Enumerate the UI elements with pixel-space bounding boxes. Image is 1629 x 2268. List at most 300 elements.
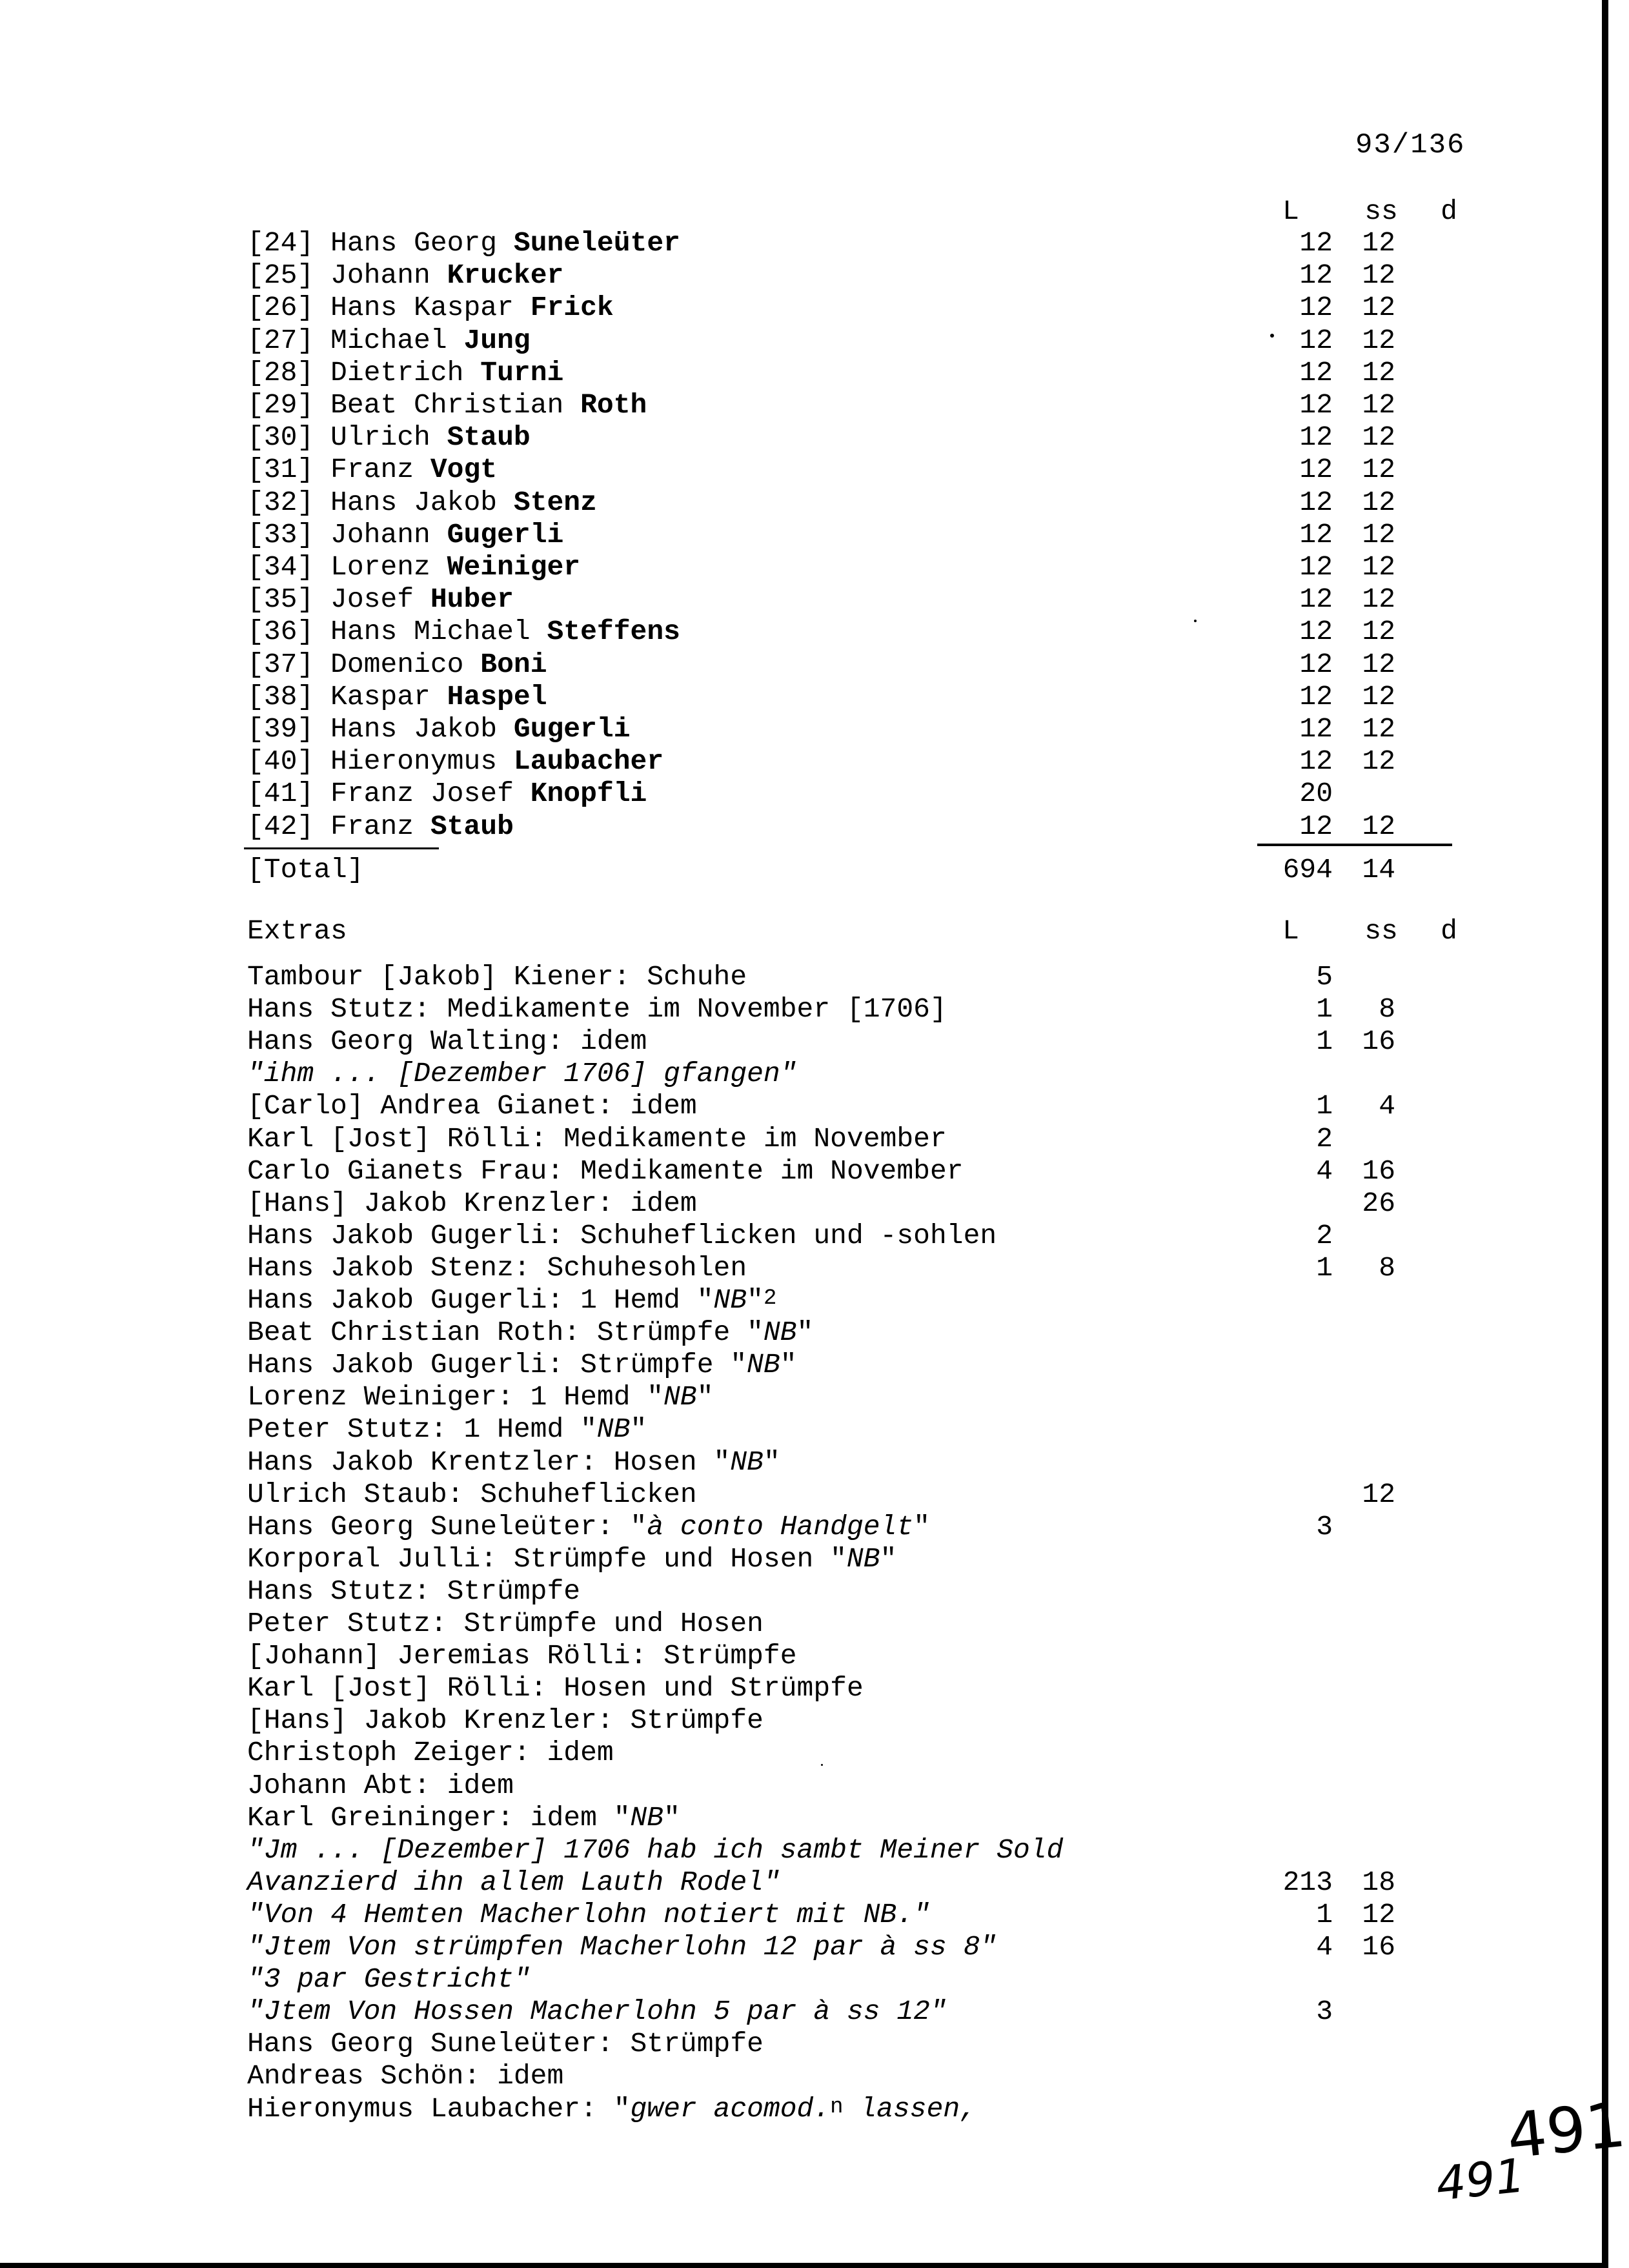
amount-L: 12 <box>1299 713 1333 745</box>
roster-given-name: Franz <box>330 454 414 486</box>
roster-row <box>0 357 1608 389</box>
closing-quote: " <box>663 1801 680 1834</box>
roster-name-cell <box>247 745 663 778</box>
extras-row <box>0 1317 1608 1349</box>
amount-ss: 12 <box>1362 616 1395 648</box>
entry-text: [Hans] Jakob Krenzler: idem <box>247 1187 697 1219</box>
amount-ss: 12 <box>1362 421 1395 454</box>
extras-entry <box>247 1155 964 1188</box>
roster-name-cell <box>247 649 547 681</box>
extras-row <box>0 1511 1608 1543</box>
entry-text: [Hans] Jakob Krenzler: Strümpfe <box>247 1705 764 1737</box>
extras-entry <box>247 2093 976 2127</box>
extras-entry <box>247 1511 930 1543</box>
page-number: 93/136 <box>1355 129 1466 161</box>
entry-text: Hans Georg Suneleüter: Strümpfe <box>247 2028 764 2060</box>
sum-rule <box>1257 844 1452 846</box>
roster-name-cell <box>247 811 514 843</box>
roster-row <box>0 292 1608 324</box>
roster-name-cell <box>247 259 563 292</box>
extras-heading: Extras <box>247 915 347 947</box>
roster-row <box>0 421 1608 454</box>
quoted-text: "Jtem Von Hossen Macherlohn 5 par à ss 12" <box>247 1996 947 2028</box>
roster-number: [24] <box>247 227 314 259</box>
closing-quote: " <box>780 1349 797 1381</box>
amount-ss: 12 <box>1362 259 1395 292</box>
extras-entry <box>247 1188 697 1220</box>
roster-surname: Jung <box>463 324 531 356</box>
extras-row <box>0 2028 1608 2060</box>
roster-given-name: Hans Jakob <box>330 713 498 745</box>
roster-given-name: Lorenz <box>330 551 430 583</box>
amount-ss: 4 <box>1379 1090 1395 1122</box>
extras-row <box>0 1220 1608 1252</box>
roster-row <box>0 325 1608 357</box>
entry-text: Peter Stutz: Strümpfe und Hosen <box>247 1608 764 1639</box>
amount-ss: 8 <box>1379 1251 1395 1284</box>
extras-entry <box>247 1737 614 1769</box>
footnote-marker: n <box>830 2094 844 2120</box>
entry-text: Hans Stutz: Medikamente im November [1706] <box>247 993 947 1026</box>
extras-entry <box>247 993 947 1026</box>
amount-L: 2 <box>1316 1219 1333 1251</box>
roster-number: [28] <box>247 356 314 389</box>
emphasis-text: NB <box>846 1543 880 1575</box>
total-row <box>0 854 1608 886</box>
amount-L: 4 <box>1316 1931 1333 1963</box>
extras-entry <box>247 1963 531 1996</box>
amount-ss: 12 <box>1362 551 1395 583</box>
roster-given-name: Beat Christian <box>330 389 564 421</box>
amount-L: 3 <box>1316 1510 1333 1543</box>
entry-text: Peter Stutz: 1 Hemd " <box>247 1413 597 1446</box>
extras-entry <box>247 1026 647 1058</box>
entry-text: Johann Abt: idem <box>247 1769 514 1801</box>
roster-number: [38] <box>247 680 314 713</box>
closing-quote: " <box>696 1381 714 1413</box>
amount-ss: 12 <box>1362 648 1395 680</box>
page-edge-bottom <box>0 2263 1608 2268</box>
emphasis-text: NB <box>747 1349 780 1381</box>
extras-entry <box>247 1413 647 1446</box>
amount-ss: 12 <box>1362 1478 1395 1510</box>
amount-L: 1 <box>1316 1251 1333 1284</box>
extras-entry <box>247 961 747 993</box>
extras-row <box>0 1899 1608 1931</box>
extras-row <box>0 1672 1608 1705</box>
roster-name-cell <box>247 292 614 324</box>
handwritten-page-number: 491 <box>1503 2088 1629 2173</box>
entry-text: Hans Georg Suneleüter: " <box>247 1510 647 1543</box>
column-header-L: L <box>1282 196 1299 227</box>
amount-L: 20 <box>1299 778 1333 810</box>
roster-number: [31] <box>247 454 314 486</box>
extras-row <box>0 1802 1608 1834</box>
column-header-d: d <box>1441 196 1457 227</box>
extras-row <box>0 1026 1608 1058</box>
roster-given-name: Franz Josef <box>330 778 514 810</box>
entry-text: Karl [Jost] Rölli: Medikamente im November <box>247 1122 947 1155</box>
roster-name-cell <box>247 325 531 357</box>
extras-row <box>0 1090 1608 1122</box>
extras-row <box>0 1413 1608 1446</box>
amount-ss: 12 <box>1362 324 1395 356</box>
extras-entry <box>247 1931 997 1963</box>
roster-surname: Frick <box>530 292 614 324</box>
extras-entry <box>247 1220 997 1252</box>
entry-text: Hans Jakob Krentzler: Hosen " <box>247 1446 731 1478</box>
roster-given-name: Franz <box>330 810 414 842</box>
entry-text: Hans Jakob Gugerli: 1 Hemd " <box>247 1284 714 1316</box>
extras-row <box>0 961 1608 993</box>
extras-row <box>0 1931 1608 1963</box>
amount-L: 12 <box>1299 292 1333 324</box>
closing-quote: " <box>913 1510 930 1543</box>
extras-row <box>0 1058 1608 1090</box>
extras-entry <box>247 1446 780 1479</box>
entry-text: Andreas Schön: idem <box>247 2060 564 2092</box>
roster-surname: Haspel <box>447 680 547 713</box>
roster-surname: Staub <box>447 421 531 454</box>
entry-text: Tambour [Jakob] Kiener: Schuhe <box>247 961 747 993</box>
closing-quote: " <box>747 1284 764 1316</box>
amount-L: 12 <box>1299 324 1333 356</box>
amount-L: 12 <box>1299 583 1333 616</box>
column-header-d: d <box>1441 915 1457 947</box>
quoted-text: "Jtem Von strümpfen Macherlohn 12 par à ss 8" <box>247 1931 997 1963</box>
roster-number: [39] <box>247 713 314 745</box>
extras-entry <box>247 1640 797 1672</box>
roster-given-name: Kaspar <box>330 680 430 713</box>
amount-L: 12 <box>1299 551 1333 583</box>
amount-ss: 16 <box>1362 1155 1395 1187</box>
entry-text: Carlo Gianets Frau: Medikamente im November <box>247 1155 964 1187</box>
roster-surname: Vogt <box>430 454 498 486</box>
amount-ss: 12 <box>1362 389 1395 421</box>
amount-L: 12 <box>1299 680 1333 713</box>
extras-row <box>0 1963 1608 1996</box>
emphasis-text: NB <box>763 1317 797 1349</box>
roster-number: [30] <box>247 421 314 454</box>
roster-number: [40] <box>247 745 314 778</box>
roster-name-cell <box>247 487 597 519</box>
roster-number: [29] <box>247 389 314 421</box>
extras-row <box>0 1737 1608 1769</box>
amount-ss: 8 <box>1379 993 1395 1026</box>
amount-L: 12 <box>1299 421 1333 454</box>
extras-row <box>0 1252 1608 1284</box>
roster-row <box>0 519 1608 551</box>
roster-number: [26] <box>247 292 314 324</box>
roster-given-name: Johann <box>330 518 430 551</box>
roster-row <box>0 551 1608 583</box>
roster-surname: Steffens <box>547 616 680 648</box>
roster-surname: Weiniger <box>447 551 581 583</box>
roster-given-name: Hans Jakob <box>330 486 498 518</box>
closing-quote: " <box>630 1413 647 1446</box>
roster-row <box>0 389 1608 421</box>
roster-given-name: Josef <box>330 583 414 616</box>
amount-L: 1 <box>1316 1026 1333 1058</box>
quoted-text: "Von 4 Hemten Macherlohn notiert mit NB." <box>247 1898 930 1930</box>
extras-row <box>0 1543 1608 1575</box>
roster-name-cell <box>247 454 497 486</box>
roster-surname: Krucker <box>447 259 564 292</box>
emphasis-text: NB <box>596 1413 631 1446</box>
extras-row <box>0 1608 1608 1640</box>
roster-number: [36] <box>247 616 314 648</box>
quoted-text: "3 par Gestricht" <box>247 1963 531 1996</box>
amount-ss: 12 <box>1362 227 1395 259</box>
extras-row <box>0 1705 1608 1737</box>
amount-ss: 12 <box>1362 356 1395 389</box>
extras-entry <box>247 1802 680 1834</box>
roster-number: [27] <box>247 324 314 356</box>
emphasis-text: NB <box>663 1381 697 1413</box>
amount-L: 12 <box>1299 810 1333 842</box>
roster-row <box>0 454 1608 486</box>
extras-entry <box>247 1867 780 1899</box>
amount-L: 12 <box>1299 648 1333 680</box>
amount-ss: 16 <box>1362 1931 1395 1963</box>
roster-number: [35] <box>247 583 314 616</box>
roster-given-name: Hans Kaspar <box>330 292 514 324</box>
amount-L: 12 <box>1299 389 1333 421</box>
roster-name-cell <box>247 389 647 421</box>
extras-row <box>0 2093 1608 2125</box>
entry-text: Karl [Jost] Rölli: Hosen und Strümpfe <box>247 1672 864 1705</box>
entry-text: Hieronymus Laubacher: " <box>247 2092 631 2125</box>
roster-row <box>0 745 1608 778</box>
entry-text: [Carlo] Andrea Gianet: idem <box>247 1090 697 1122</box>
roster-row <box>0 649 1608 681</box>
roster-name-cell <box>247 519 563 551</box>
footnote-marker: 2 <box>763 1286 777 1311</box>
extras-header-row <box>0 915 1608 947</box>
extras-entry <box>247 1996 947 2028</box>
roster-surname: Huber <box>430 583 514 616</box>
closing-quote: " <box>796 1317 814 1349</box>
amount-L: 213 <box>1282 1866 1333 1898</box>
extras-row <box>0 993 1608 1026</box>
closing-quote: " <box>763 1446 780 1478</box>
extras-row <box>0 1770 1608 1802</box>
quoted-text: "ihm ... [Dezember 1706] gfangen" <box>247 1058 797 1090</box>
extras-row <box>0 1640 1608 1672</box>
amount-ss: 12 <box>1362 292 1395 324</box>
roster-surname: Suneleüter <box>513 227 680 259</box>
extras-entry <box>247 1543 896 1575</box>
amount-L: 4 <box>1316 1155 1333 1187</box>
roster-surname: Boni <box>480 648 547 680</box>
amount-ss: 12 <box>1362 745 1395 778</box>
quoted-text: "Jm ... [Dezember] 1706 hab ich sambt Meiner Sold <box>247 1834 1064 1866</box>
extras-entry <box>247 1899 930 1931</box>
roster-number: [32] <box>247 486 314 518</box>
emphasis-text: à conto Handgelt <box>647 1510 914 1543</box>
roster-surname: Staub <box>430 810 514 842</box>
roster-given-name: Hieronymus <box>330 745 498 778</box>
emphasis-text: gwer acomod. <box>630 2092 831 2125</box>
amount-L: 1 <box>1316 993 1333 1026</box>
amount-ss: 12 <box>1362 454 1395 486</box>
extras-row <box>0 1867 1608 1899</box>
roster-number: [33] <box>247 518 314 551</box>
roster-given-name: Michael <box>330 324 447 356</box>
amount-ss: 12 <box>1362 486 1395 518</box>
roster-row <box>0 487 1608 519</box>
entry-text: Korporal Julli: Strümpfe und Hosen " <box>247 1543 847 1575</box>
extras-entry <box>247 1705 764 1737</box>
roster-number: [41] <box>247 778 314 810</box>
roster-row <box>0 681 1608 713</box>
total-label: [Total] <box>247 854 364 886</box>
extras-row <box>0 1446 1608 1479</box>
extras-entry <box>247 1479 697 1511</box>
roster-row <box>0 616 1608 648</box>
column-header-ss: ss <box>1364 196 1398 227</box>
roster-row <box>0 713 1608 745</box>
extras-entry <box>247 1317 813 1349</box>
roster-name-cell <box>247 681 547 713</box>
extras-row <box>0 1123 1608 1155</box>
amount-L: 12 <box>1299 616 1333 648</box>
roster-row <box>0 259 1608 292</box>
extras-row <box>0 1996 1608 2028</box>
roster-row <box>0 778 1608 810</box>
roster-surname: Stenz <box>513 486 597 518</box>
amount-ss: 12 <box>1362 1898 1395 1930</box>
amount-L: 12 <box>1299 518 1333 551</box>
entry-text: Hans Jakob Gugerli: Schuheflicken und -sohlen <box>247 1219 997 1251</box>
roster-given-name: Johann <box>330 259 430 292</box>
extras-row <box>0 1349 1608 1381</box>
amount-L: 12 <box>1299 356 1333 389</box>
entry-text: [Johann] Jeremias Rölli: Strümpfe <box>247 1640 797 1672</box>
column-header-row <box>0 196 1608 228</box>
roster-number: [25] <box>247 259 314 292</box>
entry-text: Christoph Zeiger: idem <box>247 1737 614 1769</box>
roster-surname: Roth <box>580 389 647 421</box>
amount-L: 12 <box>1299 486 1333 518</box>
extras-row <box>0 1479 1608 1511</box>
amount-ss: 26 <box>1362 1187 1395 1219</box>
roster-surname: Knopfli <box>530 778 647 810</box>
extras-entry <box>247 2060 563 2092</box>
roster-surname: Gugerli <box>447 518 564 551</box>
entry-text: Hans Jakob Gugerli: Strümpfe " <box>247 1349 747 1381</box>
amount-ss: 12 <box>1362 583 1395 616</box>
roster-number: [42] <box>247 810 314 842</box>
roster-name-cell <box>247 583 514 616</box>
scan-speck <box>821 1764 823 1766</box>
extras-row <box>0 1155 1608 1188</box>
roster-name-cell <box>247 551 580 583</box>
amount-L: 2 <box>1316 1122 1333 1155</box>
extras-entry <box>247 1672 864 1705</box>
roster-name-cell <box>247 778 647 810</box>
extras-entry <box>247 1349 797 1381</box>
entry-text: Ulrich Staub: Schuheflicken <box>247 1478 697 1510</box>
entry-text: Hans Georg Walting: idem <box>247 1026 647 1058</box>
extras-row <box>0 1284 1608 1317</box>
roster-row <box>0 227 1608 259</box>
scan-speck <box>1194 620 1197 622</box>
entry-text: Hans Stutz: Strümpfe <box>247 1575 581 1607</box>
extras-entry <box>247 1834 1063 1867</box>
amount-ss: 12 <box>1362 713 1395 745</box>
amount-ss: 16 <box>1362 1026 1395 1058</box>
amount-ss: 18 <box>1362 1866 1395 1898</box>
roster-given-name: Ulrich <box>330 421 430 454</box>
handwritten-page-number-struck: 491 <box>1433 2148 1528 2211</box>
amount-L: 12 <box>1299 454 1333 486</box>
amount-L: 3 <box>1316 1996 1333 2028</box>
amount-L: 12 <box>1299 227 1333 259</box>
amount-L: 1 <box>1316 1898 1333 1930</box>
extras-row <box>0 1381 1608 1413</box>
total-ss: 14 <box>1362 854 1395 886</box>
emphasis-text: lassen, <box>843 2092 976 2125</box>
quoted-text: Avanzierd ihn allem Lauth Rodel" <box>247 1866 780 1898</box>
extras-entry <box>247 1575 580 1608</box>
entry-text: Beat Christian Roth: Strümpfe " <box>247 1317 764 1349</box>
extras-entry <box>247 1123 947 1155</box>
roster-number: [37] <box>247 648 314 680</box>
extras-entry <box>247 1381 714 1413</box>
amount-ss: 12 <box>1362 810 1395 842</box>
roster-surname: Turni <box>480 356 564 389</box>
extras-entry <box>247 1770 514 1802</box>
roster-name-cell <box>247 421 531 454</box>
roster-given-name: Hans Michael <box>330 616 531 648</box>
roster-name-cell <box>247 357 563 389</box>
emphasis-text: NB <box>730 1446 764 1478</box>
amount-L: 1 <box>1316 1090 1333 1122</box>
scan-speck <box>1270 334 1274 338</box>
column-header-ss: ss <box>1364 915 1398 947</box>
roster-given-name: Hans Georg <box>330 227 498 259</box>
entry-text: Karl Greininger: idem " <box>247 1801 631 1834</box>
emphasis-text: NB <box>713 1284 747 1316</box>
extras-entry <box>247 1058 797 1090</box>
roster-row <box>0 811 1608 843</box>
amount-ss: 12 <box>1362 518 1395 551</box>
entry-text: Hans Jakob Stenz: Schuhesohlen <box>247 1251 747 1284</box>
extras-row <box>0 1575 1608 1608</box>
roster-surname: Gugerli <box>513 713 631 745</box>
entry-text: Lorenz Weiniger: 1 Hemd " <box>247 1381 664 1413</box>
amount-ss: 12 <box>1362 680 1395 713</box>
extras-entry <box>247 1252 747 1284</box>
closing-quote: " <box>880 1543 897 1575</box>
extras-entry <box>247 1090 697 1122</box>
extras-row <box>0 1188 1608 1220</box>
roster-given-name: Domenico <box>330 648 464 680</box>
roster-number: [34] <box>247 551 314 583</box>
extras-row <box>0 1834 1608 1867</box>
amount-L: 5 <box>1316 961 1333 993</box>
roster-name-cell <box>247 227 680 259</box>
roster-name-cell <box>247 713 631 745</box>
roster-name-cell <box>247 616 680 648</box>
total-L: 694 <box>1282 854 1333 886</box>
extras-entry <box>247 1284 776 1319</box>
extras-entry <box>247 1608 764 1640</box>
emphasis-text: NB <box>630 1801 664 1834</box>
roster-given-name: Dietrich <box>330 356 464 389</box>
amount-L: 12 <box>1299 745 1333 778</box>
